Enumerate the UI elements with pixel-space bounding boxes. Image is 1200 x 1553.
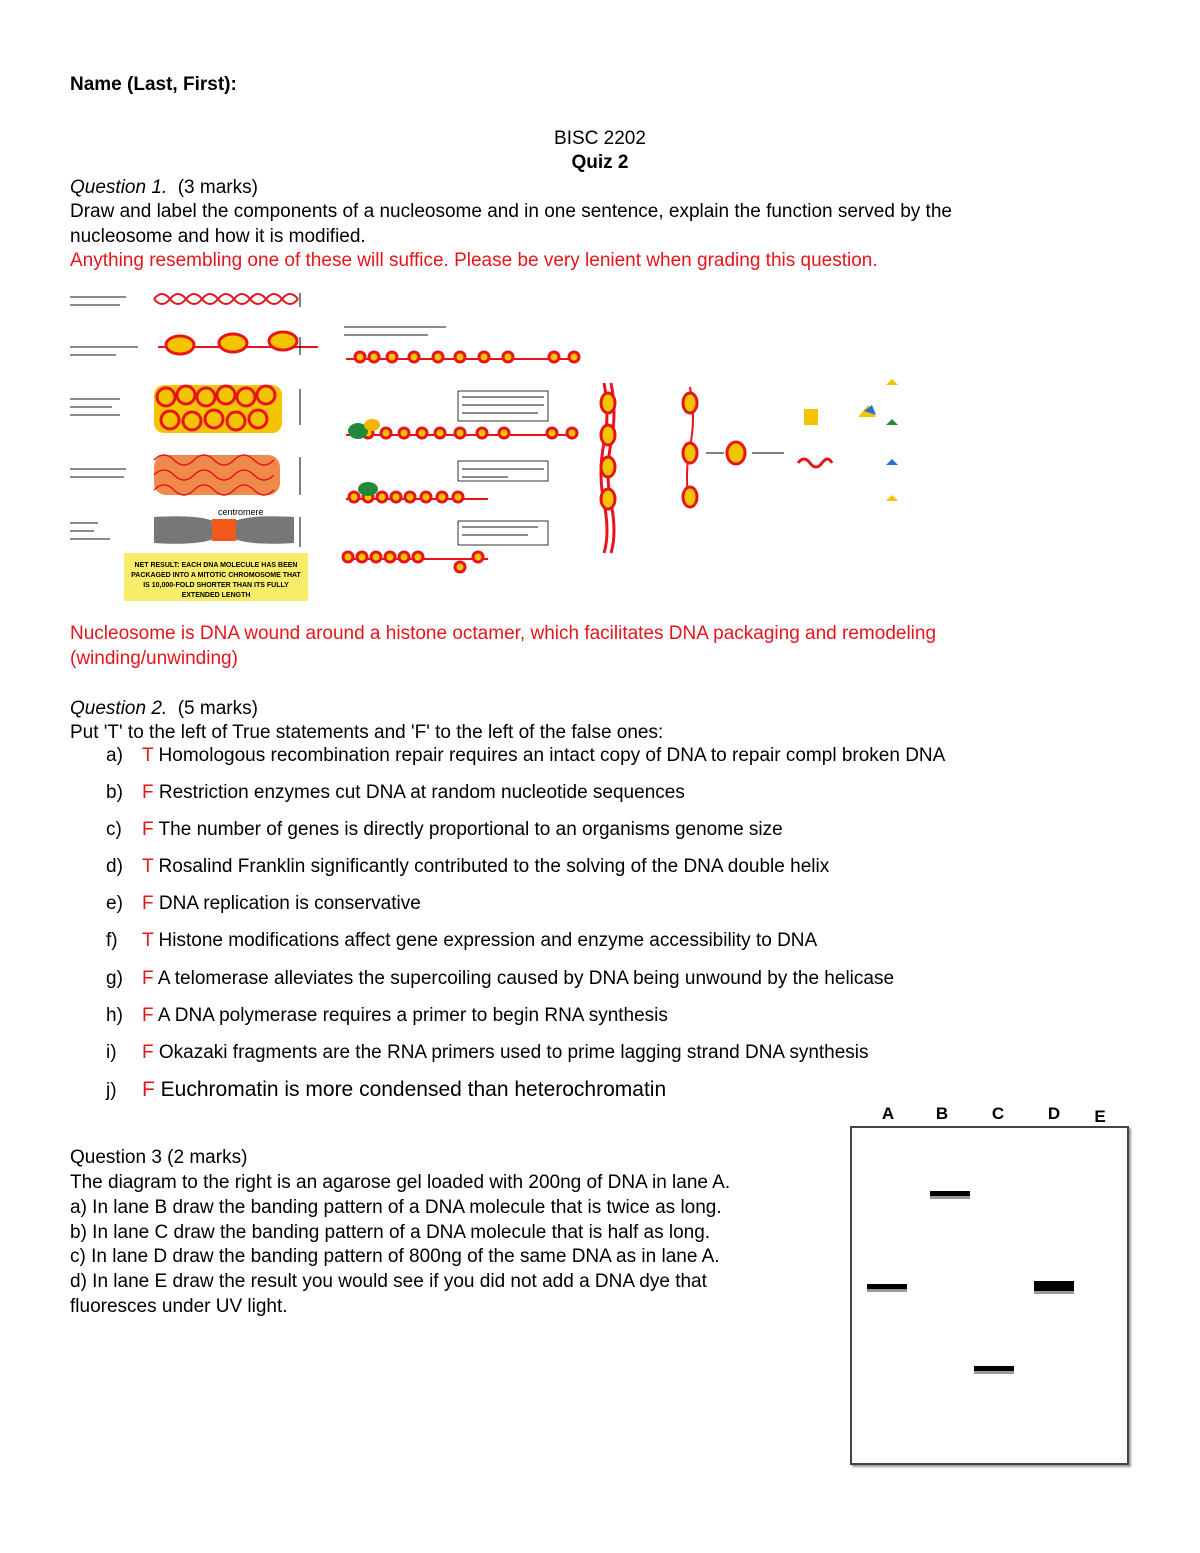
gel-band-shadow [867,1289,907,1292]
item-text: DNA replication is conservative [158,893,421,914]
svg-text:IS 10,000-FOLD SHORTER THAN IT: IS 10,000-FOLD SHORTER THAN ITS FULLY [143,582,289,589]
item-letter: e) [106,893,123,914]
q2-marks: (5 marks) [177,698,258,719]
lane-label-c: C [991,1104,1005,1123]
q3-title: Question 3 (2 marks) [70,1147,248,1168]
tf-item [106,745,945,767]
q2-title: Question 2. [70,698,168,719]
item-text: A telomerase alleviates the supercoiling caused by DNA being unwound by the helicase [157,968,895,989]
gel-band-shadow [1034,1291,1074,1294]
caption-lines [70,297,544,539]
chromatin-diagram [68,285,928,610]
tf-item [106,893,421,915]
item-answer: F [142,968,154,989]
gel-band-shadow [974,1371,1014,1374]
tf-item [106,819,783,841]
item-answer: T [142,856,154,877]
q1-grading-note: Anything resembling one of these will suffice. Please be very lenient when grading this question. [70,250,878,271]
q3-line: fluoresces under UV light. [70,1296,288,1317]
item-letter: c) [106,819,122,840]
name-label: Name (Last, First): [70,74,237,95]
tf-item [106,1042,869,1064]
q1-heading [70,175,258,200]
agarose-gel[interactable] [850,1126,1129,1465]
q1-prompt-line1: Draw and label the components of a nucleosome and in one sentence, explain the function served by the [70,201,952,222]
centromere-label: centromere [218,507,264,517]
item-letter: f) [106,930,118,951]
item-answer: F [142,1078,155,1101]
q3-line: a) In lane B draw the banding pattern of a DNA molecule that is twice as long. [70,1197,722,1218]
item-letter: i) [106,1042,117,1063]
item-text: The number of genes is directly proportional to an organisms genome size [158,819,783,840]
gel-band-shadow [930,1196,970,1199]
svg-text:PACKAGED INTO A MITOTIC CHROMO: PACKAGED INTO A MITOTIC CHROMOSOME THAT [131,572,301,579]
tf-item [106,968,894,990]
dna-helix [154,294,298,304]
item-letter: h) [106,1005,123,1026]
item-answer: F [142,1005,154,1026]
q2-heading [70,696,258,721]
item-text: Rosalind Franklin significantly contributed to the solving of the DNA double helix [158,856,830,877]
beads-on-string [158,332,318,354]
svg-text:EXTENDED LENGTH: EXTENDED LENGTH [181,592,251,599]
item-letter: j) [106,1080,117,1101]
tf-item [106,930,817,952]
lane-label-a: A [881,1104,895,1123]
item-answer: T [142,745,154,766]
chromatin-30nm-fiber [154,385,282,433]
item-text: Restriction enzymes cut DNA at random nucleotide sequences [158,782,685,803]
lane-label-e: E [1094,1107,1106,1126]
q2-instruction: Put 'T' to the left of True statements and 'F' to the left of the false ones: [70,722,664,743]
q1-title: Question 1. [70,177,168,198]
item-text: Okazaki fragments are the RNA primers used to prime lagging strand DNA synthesis [158,1042,869,1063]
tf-item [106,856,829,878]
tf-item [106,1005,668,1027]
item-text: Euchromatin is more condensed than heterochromatin [160,1078,667,1101]
item-letter: g) [106,968,123,989]
item-answer: F [142,1042,154,1063]
heterochromatin-panel [343,352,579,572]
quiz-title: Quiz 2 [571,152,629,173]
lane-label-d: D [1047,1104,1061,1123]
item-text: A DNA polymerase requires a primer to begin RNA synthesis [157,1005,668,1026]
chromatin-figure [68,285,928,610]
tf-item [106,1078,666,1102]
svg-text:NET RESULT: EACH DNA MOLECULE: NET RESULT: EACH DNA MOLECULE HAS BEEN [134,562,298,569]
tf-item [106,782,685,804]
q1-prompt-line2: nucleosome and how it is modified. [70,226,366,247]
item-answer: F [142,893,154,914]
chromatin-loops [154,455,280,495]
q1-answer-line1: Nucleosome is DNA wound around a histone octamer, which facilitates DNA packaging and remodeling [70,623,937,644]
mitotic-chromosome [154,507,294,544]
item-text: Homologous recombination repair requires an intact copy of DNA to repair compl broken DNA [158,745,946,766]
gel-band-lane-d [1034,1281,1074,1291]
q3-line: c) In lane D draw the banding pattern of 800ng of the same DNA as in lane A. [70,1246,720,1267]
q3-line: The diagram to the right is an agarose gel loaded with 200ng of DNA in lane A. [70,1172,731,1193]
item-letter: b) [106,782,123,803]
item-answer: F [142,782,154,803]
q1-answer-line2: (winding/unwinding) [70,648,238,669]
course-code: BISC 2202 [554,128,646,149]
item-letter: a) [106,745,123,766]
q3-line: b) In lane C draw the banding pattern of a DNA molecule that is half as long. [70,1222,711,1243]
histone-modification-panel [601,379,898,553]
item-letter: d) [106,856,123,877]
q3-line: d) In lane E draw the result you would see if you did not add a DNA dye that [70,1271,707,1292]
q1-marks: (3 marks) [177,177,258,198]
item-text: Histone modifications affect gene expression and enzyme accessibility to DNA [158,930,818,951]
item-answer: F [142,819,154,840]
lane-label-b: B [935,1104,949,1123]
item-answer: T [142,930,154,951]
